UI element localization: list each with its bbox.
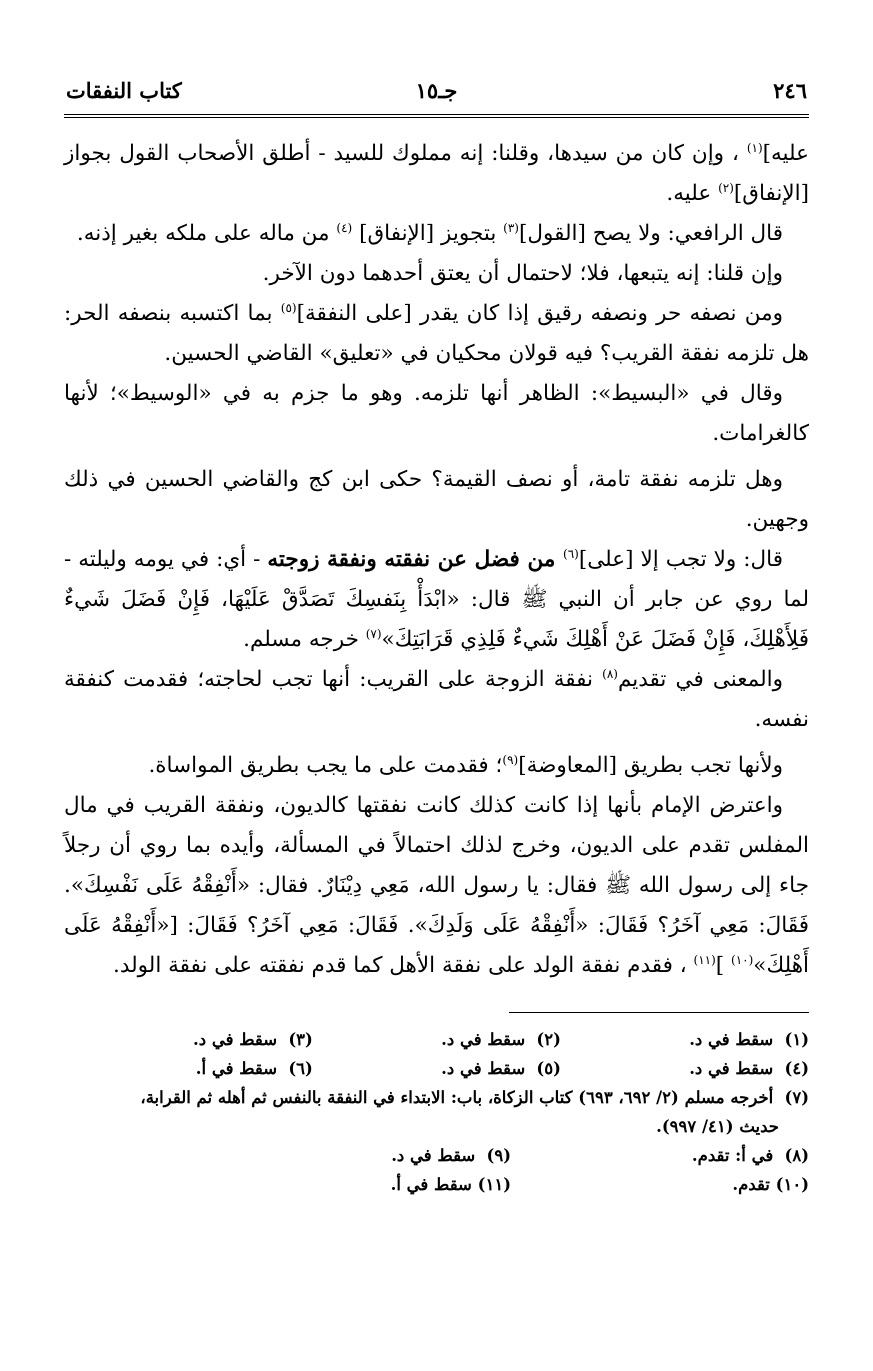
- footnote-8: (٨) في أ: تقدم.: [691, 1146, 809, 1165]
- footnote-row-2: [64, 1054, 809, 1083]
- paragraph-7: قال: ولا تجب إلا [على]$^{(٦)}$ من فضل عن نفقته ونفقة زوجته - أي: في يومه وليلته - لما روي عن جابر أن النبي ﷺ قال: «ابْدَأْ بِنَفسِكَ تَصَدَّقْ عَلَيْهَا، فَإِنْ فَضَلَ شَيءٌ فَلِأَهْلِكَ، فَإِنْ فَضَلَ عَنْ أَهْلِكَ شَيءٌ فَلِذِي قَرَابَتِكَ»$^{(٧)}$ خرجه مسلم.: [64, 546, 809, 652]
- page-number: ٢٤٦: [773, 78, 807, 103]
- paragraph-5: وقال في «البسيط»: الظاهر أنها تلزمه. وهو ما جزم به في «الوسيط»؛ لأنها كالغرامات.: [64, 381, 809, 446]
- footnotes: [64, 1025, 809, 1199]
- footnote-separator: [509, 1012, 809, 1013]
- footnote-ref-2: (٢): [718, 180, 734, 195]
- paragraph-4: ومن نصفه حر ونصفه رقيق إذا كان يقدر [على النفقة]$^{(٥)}$ بما اكتسبه بنصفه الحر: هل تلزمه نفقة القريب؟ فيه قولان محكيان في «تعليق» القاضي الحسين.: [64, 300, 809, 366]
- main-text: [64, 134, 809, 986]
- paragraph-3: وإن قلنا: إنه يتبعها، فلا؛ لاحتمال أن يعتق أحدهما دون الآخر.: [262, 261, 783, 286]
- footnote-row-1: [64, 1025, 809, 1054]
- footnote-ref-5: (٥): [280, 300, 297, 315]
- footnote-11: (١١) سقط في أ.: [390, 1175, 511, 1194]
- running-title: كتاب النفقات: [66, 78, 182, 103]
- volume-label: جـ١٥: [415, 78, 458, 103]
- matn-bold: من فضل عن نفقته ونفقة زوجته: [267, 547, 564, 572]
- footnote-ref-7: (٧): [365, 626, 382, 641]
- footnote-9: (٩) سقط في د.: [391, 1146, 511, 1165]
- footnote-ref-10: (١٠): [731, 952, 754, 967]
- paragraph-2: قال الرافعي: ولا يصح [القول]$^{(٣)}$ بتجويز [الإنفاق] $^{(٤)}$ من ماله على ملكه بغير إذنه.: [76, 220, 783, 246]
- paragraph-1: عليه]$^{(١)}$ ، وإن كان من سيدها، وقلنا: إنه مملوك للسيد - أطلق الأصحاب القول بجواز [الإنفاق]$^{(٢)}$ عليه.: [64, 140, 809, 206]
- footnote-6: (٦) سقط في أ.: [195, 1059, 313, 1078]
- footnote-5: (٥) سقط في د.: [441, 1059, 561, 1078]
- paragraph-9: ولأنها تجب بطريق [المعاوضة]$^{(٩)}$؛ فقدمت على ما يجب بطريق المواساة.: [148, 752, 783, 778]
- footnote-1: (١) سقط في د.: [689, 1030, 809, 1049]
- footnote-ref-11: (١١): [693, 952, 716, 967]
- footnote-row-5: [64, 1170, 809, 1199]
- footnote-3: (٣) سقط في د.: [193, 1030, 313, 1049]
- page-header: [64, 78, 809, 112]
- header-rule: [64, 114, 809, 118]
- footnote-ref-1: (١): [746, 140, 763, 155]
- paragraph-8: والمعنى في تقديم$^{(٨)}$ نفقة الزوجة على القريب: أنها تجب لحاجته؛ فقدمت كنفقة نفسه.: [64, 666, 809, 732]
- footnote-ref-3: (٣): [503, 220, 519, 235]
- paragraph-10: واعترض الإمام بأنها إذا كانت كذلك كانت نفقتها كالديون، ونفقة القريب في مال المفلس تقدم على الديون، وخرج لذلك احتمالاً في المسألة، وأيده بما روي أن رجلاً جاء إلى رسول الله ﷺ فقال: يا رسول الله، مَعِي دِيْنَارٌ. فقال: «أَنْفِقْهُ عَلَى نَفْسِكَ». فَقَالَ: مَعِي آخَرُ؟ فَقَالَ: «أَنْفِقْهُ عَلَى وَلَدِكَ». فَقَالَ: مَعِي آخَرُ؟ فَقَالَ: [«أَنْفِقْهُ عَلَى أَهْلِكَ»$^{(١٠)}$ ]$^{(١١)}$ ، فقدم نفقة الولد على نفقة الأهل كما قدم نفقته على نفقة الولد.: [64, 793, 809, 978]
- footnote-ref-9: (٩): [502, 752, 519, 767]
- footnote-ref-4: (٤): [336, 220, 353, 235]
- footnote-ref-6: (٦): [563, 546, 579, 561]
- footnote-7: (٧) أخرجه مسلم (٢/ ٦٩٢، ٦٩٣) كتاب الزكاة، باب: الابتداء في النفقة بالنفس ثم أهله ثم القرابة، حديث (٤١/ ٩٩٧).: [140, 1088, 809, 1136]
- footnote-ref-8: (٨): [602, 666, 618, 681]
- footnote-row-4: [64, 1141, 809, 1170]
- footnote-10: (١٠) تقدم.: [732, 1175, 809, 1194]
- footnote-4: (٤) سقط في د.: [689, 1059, 809, 1078]
- footnote-2: (٢) سقط في د.: [441, 1030, 561, 1049]
- paragraph-6: وهل تلزمه نفقة تامة، أو نصف القيمة؟ حكى ابن كج والقاضي الحسين في ذلك وجهين.: [64, 467, 809, 532]
